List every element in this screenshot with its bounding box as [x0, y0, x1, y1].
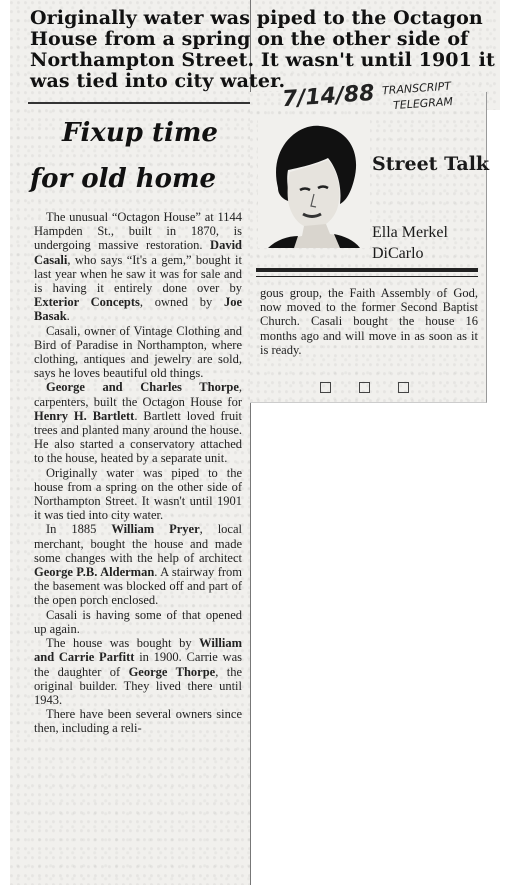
name-emphasis: Joe Basak: [34, 295, 243, 324]
pull-quote: Originally water was piped to the Octagon House from a spring on the other side of Northampton Street. It wasn't until 1901 it was tied into city water.: [30, 7, 495, 92]
name-emphasis: George Thorpe: [128, 664, 216, 679]
body-text: in 1900. Carrie was the daughter of: [34, 650, 242, 679]
article-body: [34, 210, 242, 736]
body-text: Casali, owner of Vintage Clothing and Bird of Paradise in Northampton, where clothing, antiques and jewelry are sold, says he loves beautiful old things.: [34, 323, 242, 381]
headline-line1: Fixup time: [62, 118, 218, 148]
author-name-line2: DiCarlo: [372, 245, 424, 262]
body-text: Casali is having some of that opened up again.: [34, 607, 242, 636]
body-paragraph: [34, 636, 242, 707]
body-paragraph: [34, 466, 242, 523]
divider-thick: [256, 268, 478, 272]
body-paragraph: [34, 210, 242, 324]
name-emphasis: Exterior Concepts: [34, 295, 140, 310]
name-emphasis: William Pryer: [111, 522, 200, 537]
body-text: , who says “It's a gem,” bought it last year when he saw it was for sale and is having it entirely done over by: [34, 252, 242, 296]
body-text: . A stairway from the basement was blocked off and part of the open porch enclosed.: [34, 565, 242, 608]
body-text: The house was bought by: [46, 636, 200, 651]
body-text: The unusual “Octagon House” at 1144 Hampden St., built in 1870, is undergoing massive restoration.: [34, 210, 242, 253]
body-text: In 1885: [46, 522, 112, 537]
body-paragraph: [34, 608, 242, 636]
author-portrait: [258, 118, 370, 248]
end-mark-square: [398, 382, 409, 393]
end-mark-square: [320, 382, 331, 393]
body-paragraph: [34, 380, 242, 465]
body-paragraph: [34, 324, 242, 381]
divider-thin: [256, 276, 478, 277]
author-name-line1: Ella Merkel: [372, 224, 448, 241]
body-paragraph: [34, 707, 242, 735]
name-emphasis: George P.B. Alderman: [34, 565, 155, 580]
handwritten-source-line2: TELEGRAM: [392, 94, 454, 113]
end-marks: [320, 382, 409, 393]
handwritten-date: 7/14/88: [281, 80, 376, 113]
name-emphasis: Henry H. Bartlett: [34, 408, 135, 423]
headline-line2: for old home: [30, 164, 217, 194]
body-text: , local merchant, bought the house and made some changes with the help of architect: [34, 522, 242, 565]
author-byline: [372, 222, 492, 264]
handwritten-source-line1: TRANSCRIPT: [381, 79, 452, 98]
name-emphasis: George and Charles Thorpe: [46, 380, 239, 395]
body-text: , owned by: [139, 295, 224, 310]
body-text: . Bartlett loved fruit trees and planted many around the house. He also started a conservatory attached to the house, heated by a separate unit.: [34, 408, 243, 466]
divider-rule: [28, 102, 250, 104]
end-mark-square: [359, 382, 370, 393]
body-text: Originally water was piped to the house from a spring on the other side of Northampton Street. It wasn't until 1901 it was tied into city water.: [34, 465, 242, 523]
body-text: There have been several owners since then, including a reli-: [34, 707, 242, 736]
body-paragraph: [34, 522, 242, 607]
body-text: .: [66, 309, 70, 324]
body-text: , the original builder. They lived there until 1943.: [34, 664, 242, 707]
body-text: , carpenters, built the Octagon House for: [34, 380, 242, 409]
column-name: Street Talk: [372, 153, 490, 175]
name-emphasis: William and Carrie Parfitt: [34, 636, 242, 665]
article-continuation: gous group, the Faith Assembly of God, now moved to the former Second Baptist Church. Casali bought the house 16 months ago and will move in as soon as it is ready.: [260, 286, 478, 357]
name-emphasis: David Casali: [34, 238, 242, 267]
